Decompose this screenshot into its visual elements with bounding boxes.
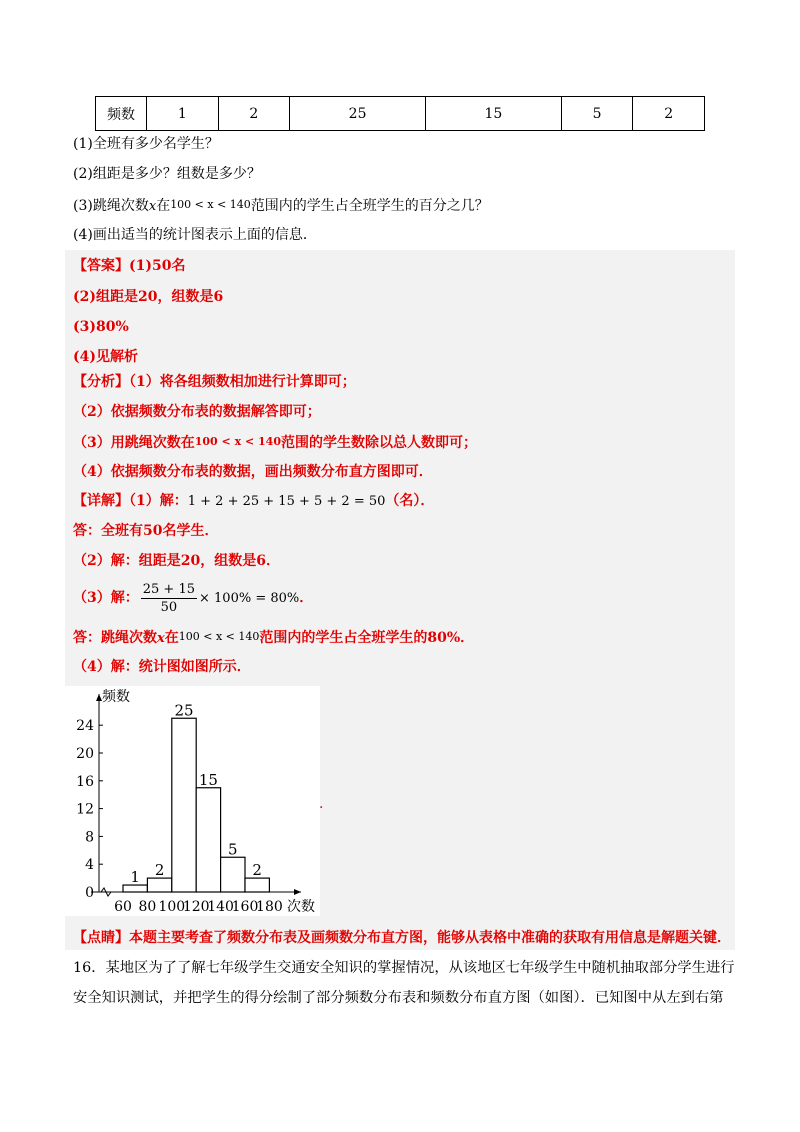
histogram-bar xyxy=(123,885,147,892)
table-cell: 2 xyxy=(633,97,705,131)
question-4: (4)画出适当的统计图表示上面的信息． xyxy=(73,227,317,243)
question-3-mid: 在 xyxy=(156,198,171,214)
x-axis-arrow xyxy=(294,889,301,895)
analysis-2: （2）依据频数分布表的数据解答即可； xyxy=(73,404,321,420)
y-tick-label: 12 xyxy=(76,801,94,818)
analysis-3-prefix: （3）用跳绳次数在 xyxy=(73,435,195,451)
table-cell: 1 xyxy=(147,97,219,131)
analysis-3-suffix: 范围的学生数除以总人数即可； xyxy=(280,435,477,451)
detail-3-answer-suffix: 范围内的学生占全班学生的80%． xyxy=(259,630,475,646)
comment-line xyxy=(73,928,731,948)
table-cell: 2 xyxy=(218,97,290,131)
histogram xyxy=(65,686,320,916)
y-tick-label: 8 xyxy=(85,829,94,846)
fraction-denominator: 50 xyxy=(160,599,178,615)
bar-data-label: 1 xyxy=(130,868,140,887)
table-row xyxy=(96,97,705,131)
bar-data-label: 2 xyxy=(154,861,165,880)
x-tick-label: 80 xyxy=(138,899,157,915)
question-3-suffix: 范围内的学生占全班学生的百分之几？ xyxy=(250,198,489,214)
x-tick-label: 120 xyxy=(182,899,210,915)
bar-data-label: 25 xyxy=(174,701,194,720)
histogram-bar xyxy=(147,878,171,892)
detail-1-math: 1 + 2 + 25 + 15 + 5 + 2 = 50 xyxy=(187,494,386,509)
table-cell: 15 xyxy=(425,97,561,131)
detail-4: （4）解：统计图如图所示． xyxy=(73,659,251,675)
detail-3-answer xyxy=(73,627,474,649)
y-tick-label: 24 xyxy=(76,718,94,735)
detail-2: （2）解：组距是20，组数是6． xyxy=(73,553,280,569)
detail-1-prefix: （1）解： xyxy=(129,493,188,509)
analysis-3-range: 100 < x < 140 xyxy=(194,435,281,448)
answer-1: (1)50名 xyxy=(129,258,186,274)
y-tick-label: 4 xyxy=(85,857,94,874)
x-tick-label: 160 xyxy=(231,899,259,915)
next-problem-line-1: 16．某地区为了了解七年级学生交通安全知识的掌握情况，从该地区七年级学生中随机抽取部分学生进行 xyxy=(73,960,735,976)
frequency-table xyxy=(95,96,705,131)
answer-line-1 xyxy=(73,256,185,276)
histogram-bar xyxy=(245,878,269,892)
question-3-var: x xyxy=(148,199,157,214)
fraction-numerator: 25 + 15 xyxy=(142,581,195,597)
histogram-svg xyxy=(65,686,320,916)
detail-3-answer-range: 100 < x < 140 xyxy=(178,630,260,643)
table-cell: 25 xyxy=(290,97,426,131)
detail-line-3 xyxy=(73,578,313,619)
x-tick-label: 100 xyxy=(158,899,186,915)
table-row-header: 频数 xyxy=(96,97,147,131)
question-2: (2)组距是多少？组数是多少？ xyxy=(73,166,261,182)
detail-3-end: ． xyxy=(299,590,314,606)
bar-data-label: 2 xyxy=(252,861,262,880)
detail-3-prefix: （3）解： xyxy=(73,590,139,606)
detail-3-answer-prefix: 答：跳绳次数 xyxy=(73,630,157,646)
x-tick-label: 180 xyxy=(256,899,283,915)
detail-line-1 xyxy=(73,491,434,512)
y-tick-label: 20 xyxy=(76,746,94,762)
question-3-prefix: (3)跳绳次数 xyxy=(73,198,149,214)
answer-label: 【答案】 xyxy=(73,258,129,274)
analysis-line-3 xyxy=(73,432,477,453)
table-cell: 5 xyxy=(561,97,633,131)
detail-1-suffix: （名）． xyxy=(385,493,435,509)
answer-2: (2)组距是20，组数是6 xyxy=(73,289,224,305)
detail-3-answer-mid: 在 xyxy=(164,630,179,646)
bar-data-label: 5 xyxy=(228,840,238,859)
detail-3-answer-var: x xyxy=(157,631,165,646)
question-3-range: 100 < x < 140 xyxy=(170,198,251,211)
comment-label: 【点睛】 xyxy=(73,930,129,946)
detail-label: 【详解】 xyxy=(73,493,129,509)
analysis-label: 【分析】 xyxy=(73,374,129,390)
analysis-1: （1）将各组频数相加进行计算即可； xyxy=(129,374,356,390)
answer-4: (4)见解析 xyxy=(73,349,138,365)
detail-3-rest: × 100% = 80% xyxy=(199,591,300,606)
y-tick-label: 16 xyxy=(76,773,94,790)
histogram-bar xyxy=(196,788,220,892)
detail-3-fraction xyxy=(141,581,197,616)
histogram-bar xyxy=(221,857,245,892)
detail-1-answer: 答：全班有50名学生． xyxy=(73,523,219,539)
question-3 xyxy=(73,195,489,217)
analysis-4: （4）依据频数分布表的数据，画出频数分布直方图即可． xyxy=(73,464,433,480)
histogram-bar xyxy=(172,718,196,892)
x-tick-label: 60 xyxy=(114,899,132,915)
question-1: (1)全班有多少名学生？ xyxy=(73,136,219,152)
y-tick-label: 0 xyxy=(85,885,94,901)
trailing-dot: . xyxy=(319,796,324,812)
analysis-line-1 xyxy=(73,372,356,392)
next-problem-line-2: 安全知识测试，并把学生的得分绘制了部分频数分布表和频数分布直方图（如图）．已知图中从左到右第 xyxy=(73,990,724,1006)
x-axis-label: 次数 xyxy=(287,899,315,915)
answer-3: (3)80% xyxy=(73,319,129,335)
comment-text: 本题主要考查了频数分布表及画频数分布直方图，能够从表格中准确的获取有用信息是解题关键． xyxy=(129,930,731,946)
x-tick-label: 140 xyxy=(207,899,234,915)
y-axis-label: 频数 xyxy=(102,689,130,705)
bar-data-label: 15 xyxy=(198,770,218,789)
